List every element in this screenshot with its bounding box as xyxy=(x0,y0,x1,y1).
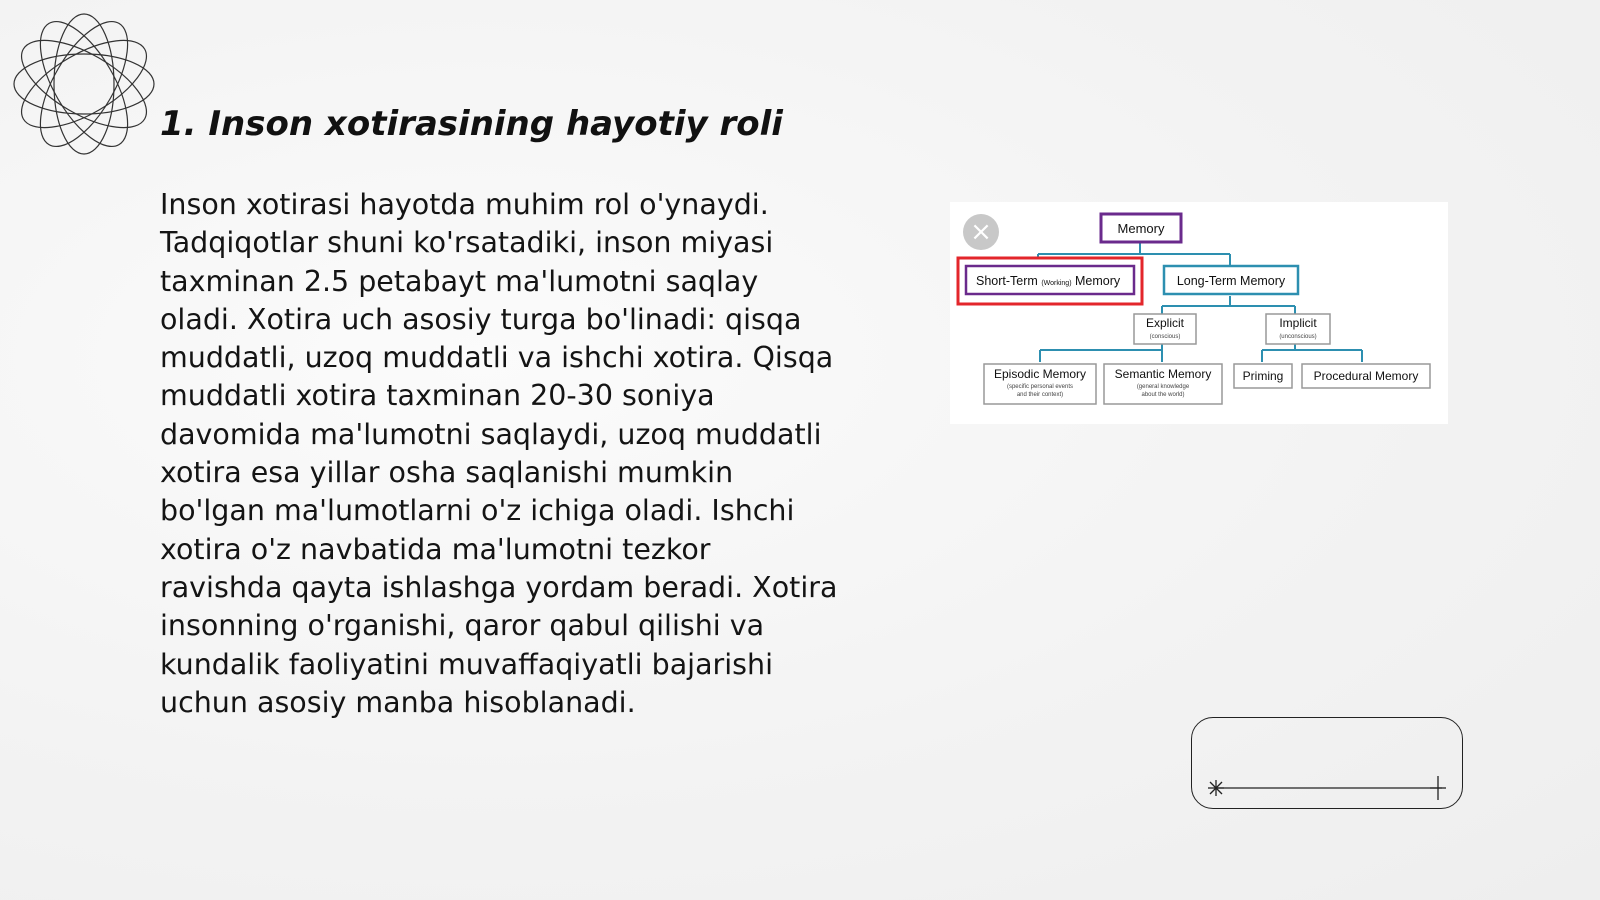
decorative-frame xyxy=(1191,717,1463,809)
explicit-label: Explicit xyxy=(1145,316,1185,330)
semantic-sub1: (general knowledge xyxy=(1136,384,1190,390)
close-icon: × xyxy=(970,217,992,247)
priming-label: Priming xyxy=(1242,369,1284,383)
explicit-sub: (conscious) xyxy=(1149,334,1181,340)
short-term-label-b: Memory xyxy=(1075,274,1121,288)
slide-body-text: Inson xotirasi hayotda muhim rol o'ynaydi. Tadqiqotlar shuni ko'rsatadiki, inson miyasi taxminan 2.5 petabayt ma'lumotni saqlay oladi. Xotira uch asosiy turga bo'linadi: qisqa muddatli, uzoq muddatli va ishchi xotira. Qisqa muddatli xotira taxminan 20-30 soniya davomida ma'lumotni saqlaydi, uzoq muddatli xotira esa yillar osha saqlanishi mumkin bo'lgan ma'lumotlarni o'z ichiga oladi. Ishchi xotira o'z navbatida ma'lumotni tezkor ravishda qayta ishlashga yordam beradi. Xotira insonning o'rganishi, qaror qabul qilishi va kundalik faoliyatini muvaffaqiyatli bajarishi uchun asosiy manba hisoblanadi. xyxy=(160,188,838,719)
semantic-label: Semantic Memory xyxy=(1114,367,1212,381)
cross-star-icon xyxy=(1430,776,1446,800)
episodic-label: Episodic Memory xyxy=(993,367,1087,381)
slide-title: 1. Inson xotirasining hayotiy roli xyxy=(160,104,783,144)
short-term-label-small: (Working) xyxy=(1041,280,1072,287)
memory-root-label: Memory xyxy=(1117,221,1165,236)
semantic-sub2: about the world) xyxy=(1141,392,1185,398)
episodic-sub2: and their context) xyxy=(1016,392,1064,398)
memory-diagram-image xyxy=(950,202,1448,424)
long-term-label: Long-Term Memory xyxy=(1176,274,1286,288)
orbit-emblem-icon xyxy=(10,10,158,158)
implicit-sub: (unconscious) xyxy=(1279,334,1317,340)
implicit-label: Implicit xyxy=(1279,316,1317,330)
episodic-sub1: (specific personal events xyxy=(1006,384,1074,390)
close-button[interactable] xyxy=(963,214,999,250)
procedural-label: Procedural Memory xyxy=(1313,369,1419,383)
short-term-label-a: Short-Term xyxy=(976,274,1038,288)
